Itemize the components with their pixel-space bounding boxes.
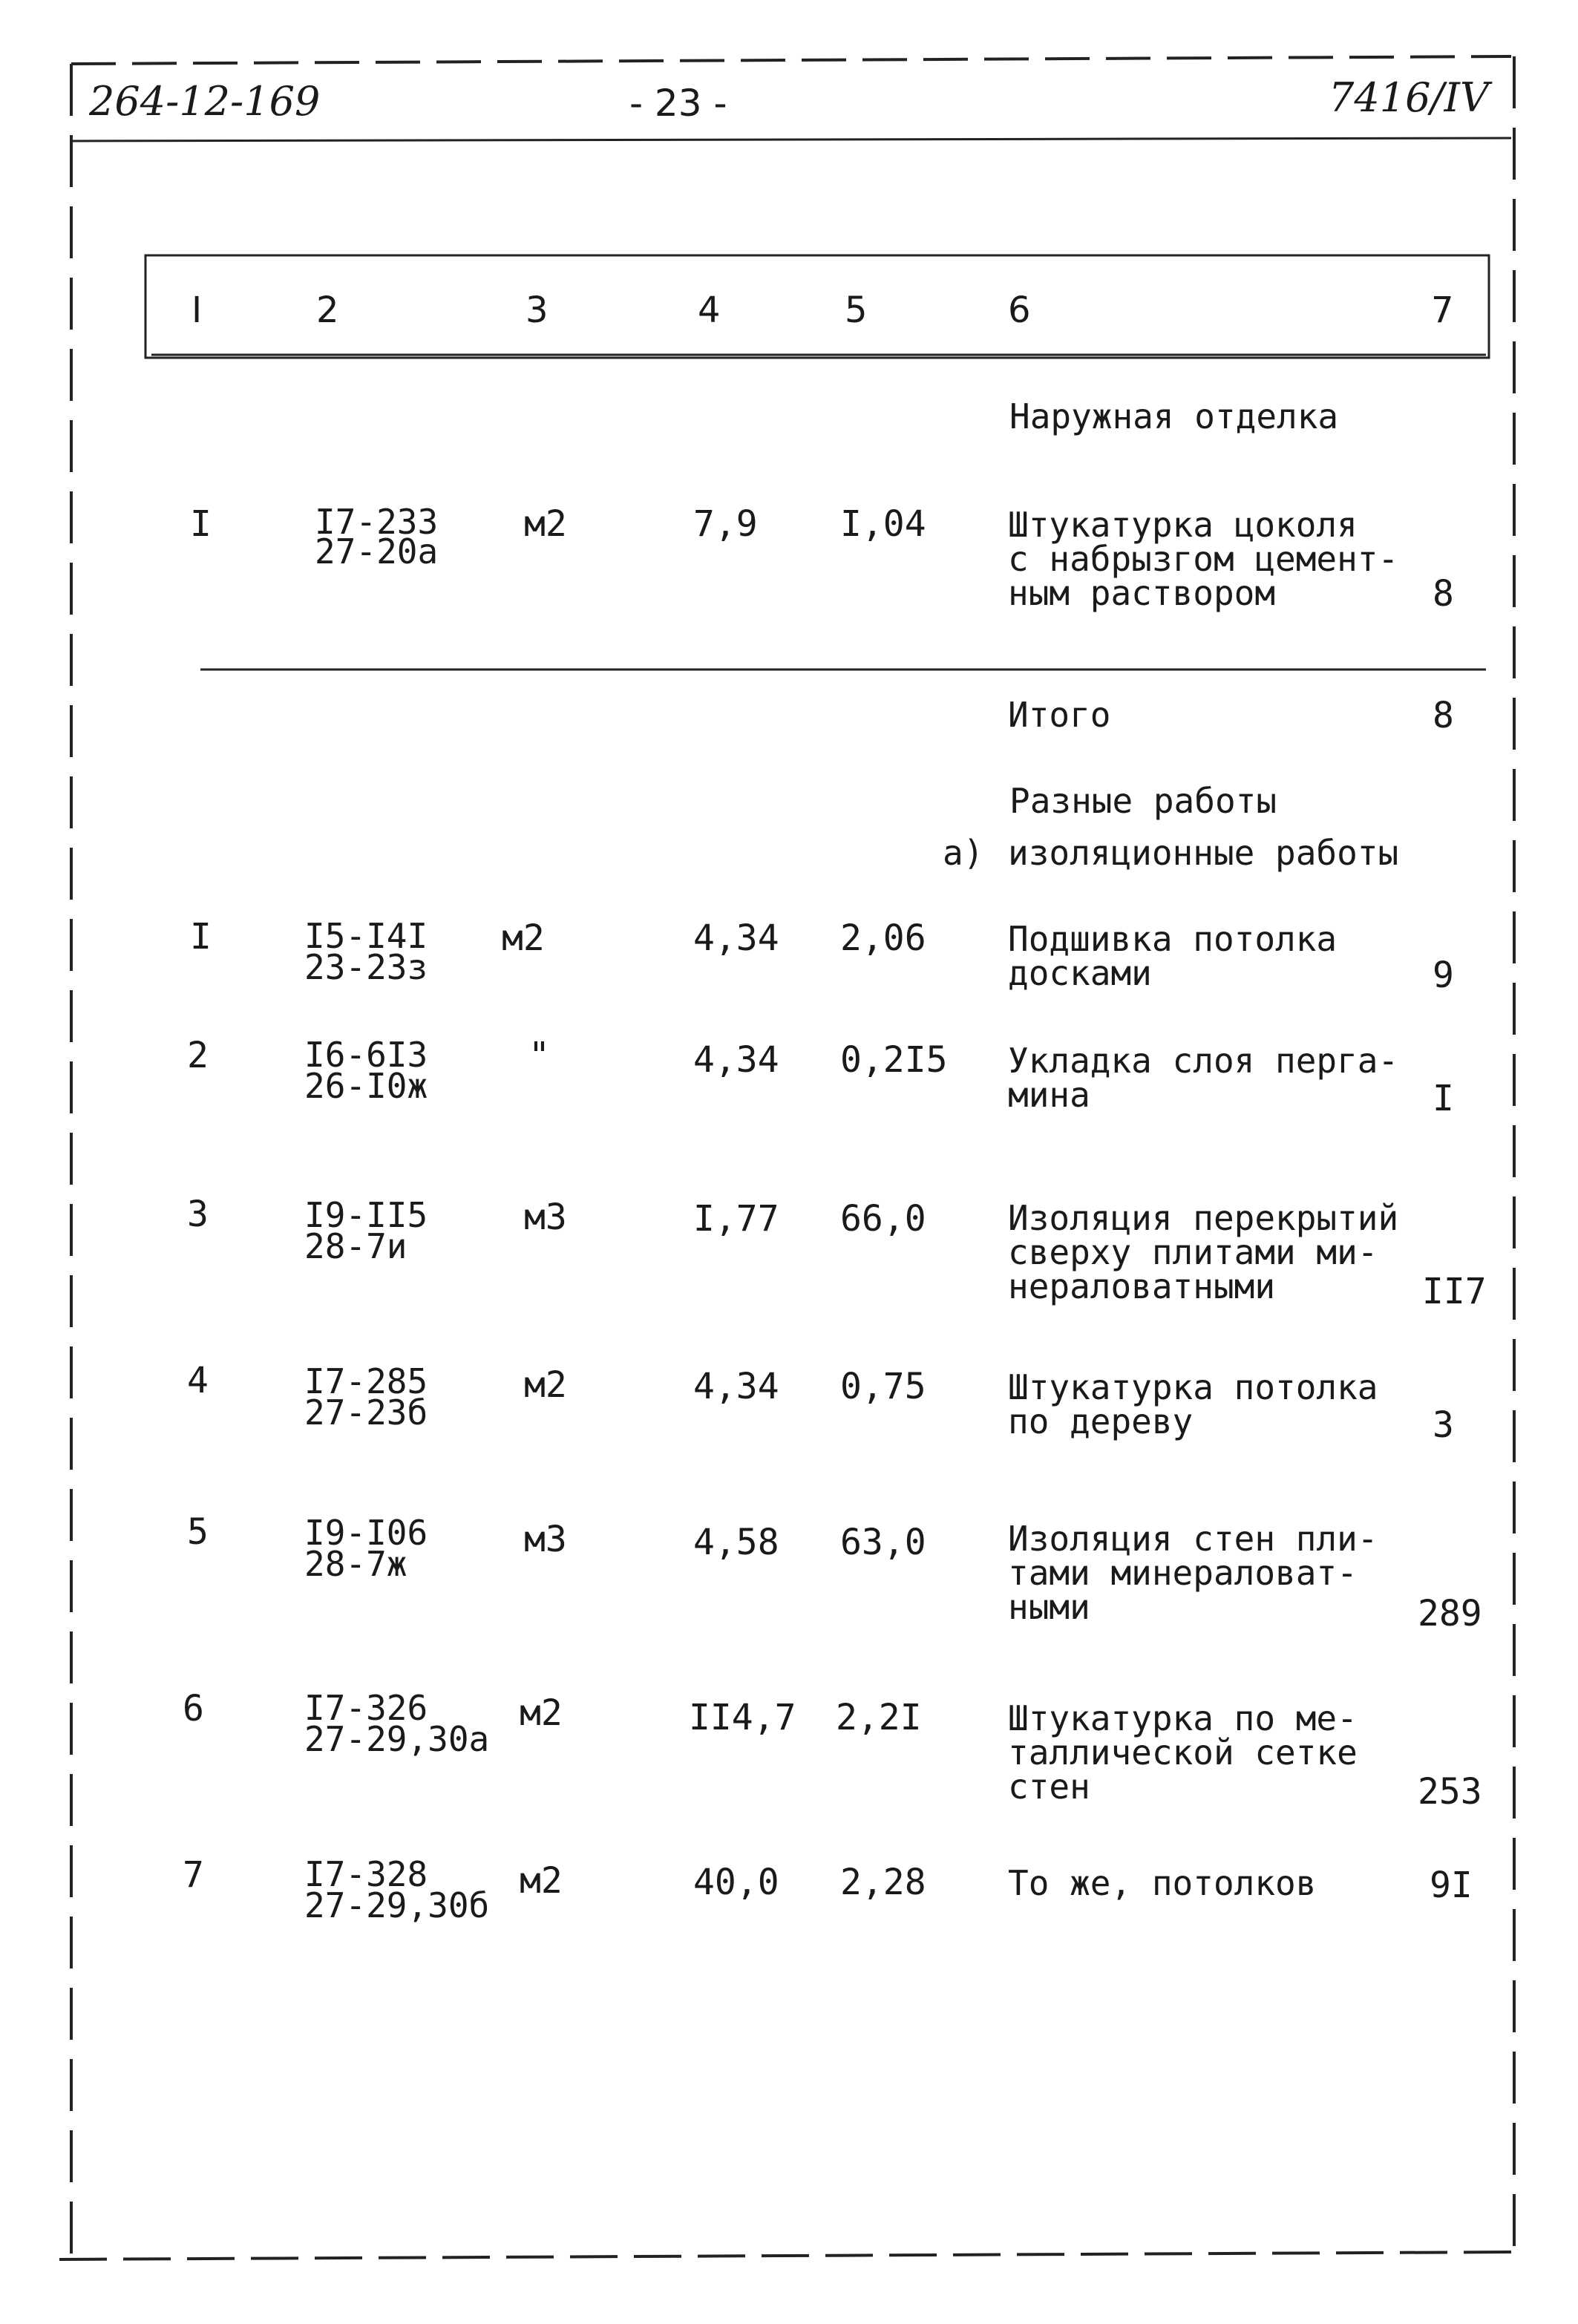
row-number: I <box>190 503 212 545</box>
code-secondary: 27-23б <box>304 1392 428 1433</box>
subsection-title-insulation: изоляционные работы <box>1008 833 1399 873</box>
total-cost: 253 <box>1418 1771 1482 1813</box>
quantity: 4,34 <box>693 917 779 959</box>
unit: м2 <box>520 1860 563 1902</box>
total-cost: 9I <box>1430 1865 1473 1906</box>
column-header-5: 5 <box>845 289 868 331</box>
column-header-3: 3 <box>526 289 549 331</box>
code-secondary: 28-7и <box>304 1226 407 1266</box>
unit-rate: 2,2I <box>836 1697 922 1738</box>
code-primary: I7-233 <box>315 502 439 542</box>
unit: м2 <box>520 1692 563 1734</box>
code-secondary: 28-7ж <box>304 1544 407 1584</box>
total-cost: 3 <box>1433 1404 1454 1446</box>
column-header-1: I <box>191 289 203 331</box>
row-number: 6 <box>183 1688 204 1729</box>
code-secondary: 27-20а <box>315 531 439 572</box>
unit: " <box>528 1035 550 1076</box>
total-cost: II7 <box>1422 1271 1487 1312</box>
work-description-line: мина <box>1008 1075 1090 1115</box>
total-cost: I <box>1433 1078 1454 1119</box>
work-description-line: таллической сетке <box>1008 1732 1358 1773</box>
work-description-line: Штукатурка по ме- <box>1008 1698 1358 1738</box>
code-secondary: 27-29,30б <box>304 1885 490 1925</box>
unit-rate: 2,06 <box>840 917 926 959</box>
work-description-line: досками <box>1008 953 1152 993</box>
code-secondary: 26-I0ж <box>304 1066 428 1106</box>
row-number: 4 <box>187 1360 209 1401</box>
section-title-exterior: Наружная отделка <box>1009 396 1339 436</box>
unit: м2 <box>524 1364 567 1406</box>
column-header-6: 6 <box>1008 289 1031 331</box>
total-label: Итого <box>1008 695 1111 735</box>
column-header-2: 2 <box>316 289 339 331</box>
column-header-4: 4 <box>698 289 721 331</box>
unit: м3 <box>524 1197 567 1238</box>
code-primary: I9-I06 <box>304 1513 428 1553</box>
quantity: II4,7 <box>689 1697 796 1738</box>
unit-rate: 0,75 <box>840 1366 926 1407</box>
row-number: 7 <box>183 1854 204 1896</box>
row-number: 2 <box>187 1035 209 1076</box>
work-description-line: Штукатурка цоколя <box>1008 505 1358 545</box>
work-description-line: ными <box>1008 1587 1090 1627</box>
code-primary: I5-I4I <box>304 916 428 956</box>
quantity: 4,34 <box>693 1039 779 1081</box>
unit: м2 <box>524 503 567 545</box>
work-description-line: Изоляция перекрытий <box>1008 1198 1399 1238</box>
unit-rate: 66,0 <box>840 1198 926 1240</box>
unit-rate: 2,28 <box>840 1862 926 1903</box>
work-description-line: тами минераловат- <box>1008 1553 1358 1593</box>
subsection-marker: а) <box>943 833 984 873</box>
row-number: 5 <box>187 1511 209 1553</box>
work-description-line: Укладка слоя перга- <box>1008 1041 1399 1081</box>
unit-rate: I,04 <box>840 503 926 545</box>
total-cost: 8 <box>1433 573 1454 615</box>
code-primary: I7-285 <box>304 1361 428 1401</box>
code-primary: I9-II5 <box>304 1195 428 1235</box>
quantity: 7,9 <box>693 503 758 545</box>
unit-rate: 63,0 <box>840 1522 926 1563</box>
quantity: 40,0 <box>693 1862 779 1903</box>
code-primary: I7-328 <box>304 1854 428 1894</box>
work-description-line: ным раствором <box>1008 573 1276 613</box>
section-title-misc: Разные работы <box>1009 781 1277 821</box>
work-description-line: То же, потолков <box>1008 1863 1317 1903</box>
reference-code: 7416/IV <box>1329 74 1489 121</box>
code-primary: I7-326 <box>304 1688 428 1728</box>
column-header-7: 7 <box>1431 289 1454 331</box>
code-secondary: 27-29,30а <box>304 1719 490 1759</box>
work-description-line: нераловатными <box>1008 1266 1276 1306</box>
row-number: I <box>190 916 212 958</box>
work-description-line: стен <box>1008 1767 1090 1807</box>
work-description-line: с набрызгом цемент- <box>1008 539 1399 579</box>
work-description-line: сверху плитами ми- <box>1008 1232 1378 1272</box>
unit: м2 <box>502 917 545 959</box>
unit: м3 <box>524 1519 567 1560</box>
total-cost: 9 <box>1433 955 1454 996</box>
quantity: 4,34 <box>693 1366 779 1407</box>
document-code: 264-12-169 <box>89 78 321 125</box>
work-description-line: по дереву <box>1008 1401 1194 1441</box>
work-description-line: Изоляция стен пли- <box>1008 1519 1378 1559</box>
quantity: I,77 <box>693 1198 779 1240</box>
work-description-line: Подшивка потолка <box>1008 919 1338 959</box>
row-number: 3 <box>187 1194 209 1235</box>
work-description-line: Штукатурка потолка <box>1008 1367 1378 1407</box>
total-cost: 289 <box>1418 1593 1482 1634</box>
quantity: 4,58 <box>693 1522 779 1563</box>
code-secondary: 23-23з <box>304 947 428 987</box>
total-value: 8 <box>1433 695 1454 736</box>
unit-rate: 0,2I5 <box>840 1039 948 1081</box>
code-primary: I6-6I3 <box>304 1035 428 1075</box>
page-number: - 23 - <box>629 82 727 125</box>
